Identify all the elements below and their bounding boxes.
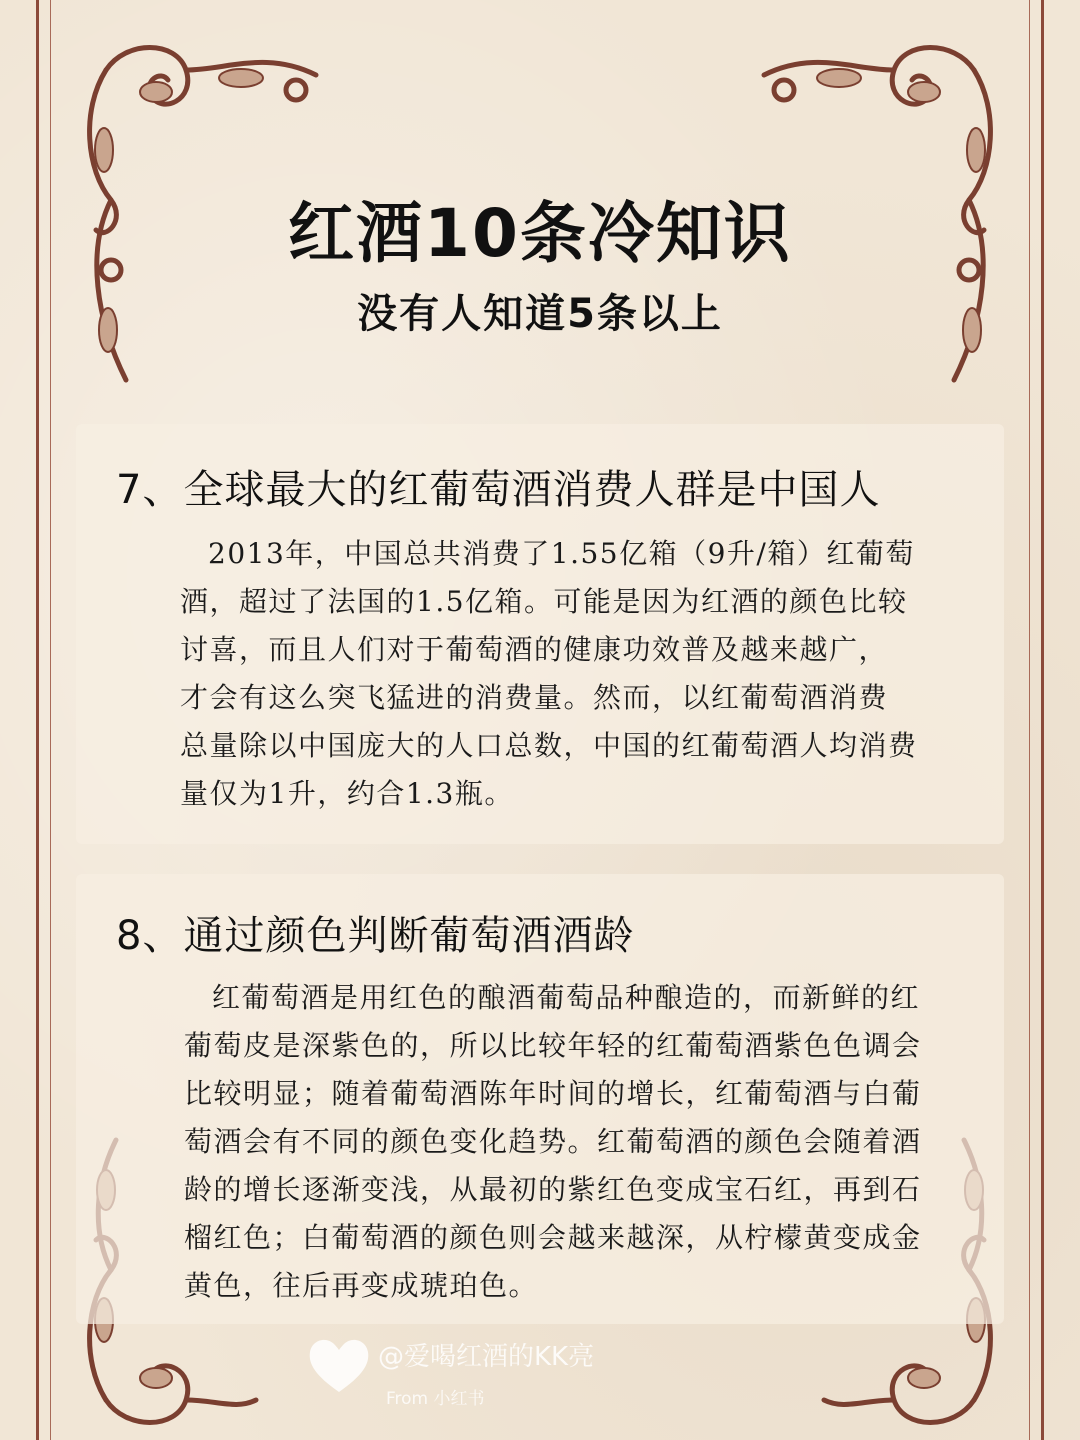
body-line: 2013年，中国总共消费了1.55亿箱（9升/箱）红葡萄 bbox=[208, 537, 915, 570]
body-line: 萄酒会有不同的颜色变化趋势。红葡萄酒的颜色会随着酒 bbox=[184, 1125, 922, 1158]
section-heading-8: 8、通过颜色判断葡萄酒酒龄 bbox=[116, 913, 635, 959]
body-line: 才会有这么突飞猛进的消费量。然而，以红葡萄酒消费 bbox=[180, 681, 889, 714]
body-line: 榴红色；白葡萄酒的颜色则会越来越深，从柠檬黄变成金 bbox=[184, 1221, 922, 1254]
body-line: 龄的增长逐渐变浅，从最初的紫红色变成宝石红，再到石 bbox=[184, 1173, 922, 1206]
poster-title: 红酒10条冷知识 bbox=[288, 195, 792, 272]
body-line: 红葡萄酒是用红色的酿酒葡萄品种酿造的，而新鲜的红 bbox=[212, 981, 921, 1014]
body-line: 讨喜，而且人们对于葡萄酒的健康功效普及越来越广， bbox=[180, 633, 889, 666]
xiaohongshu-heart-logo-icon bbox=[306, 1334, 372, 1396]
poster-subtitle: 没有人知道5条以上 bbox=[357, 291, 723, 337]
section-body-8 bbox=[184, 974, 974, 1310]
body-line: 葡萄皮是深紫色的，所以比较年轻的红葡萄酒紫色色调会 bbox=[184, 1029, 922, 1062]
section-heading-7: 7、全球最大的红葡萄酒消费人群是中国人 bbox=[116, 467, 881, 513]
body-line: 量仅为1升，约合1.3瓶。 bbox=[180, 777, 514, 810]
section-body-7 bbox=[180, 530, 970, 818]
watermark-handle: @爱喝红酒的KK亮 bbox=[378, 1342, 595, 1372]
body-line: 比较明显；随着葡萄酒陈年时间的增长，红葡萄酒与白葡 bbox=[184, 1077, 922, 1110]
body-line: 酒，超过了法国的1.5亿箱。可能是因为红酒的颜色比较 bbox=[180, 585, 908, 618]
body-line: 总量除以中国庞大的人口总数，中国的红葡萄酒人均消费 bbox=[180, 729, 918, 762]
body-line: 黄色，往后再变成琥珀色。 bbox=[184, 1269, 539, 1302]
watermark-source: From 小红书 bbox=[386, 1389, 485, 1409]
